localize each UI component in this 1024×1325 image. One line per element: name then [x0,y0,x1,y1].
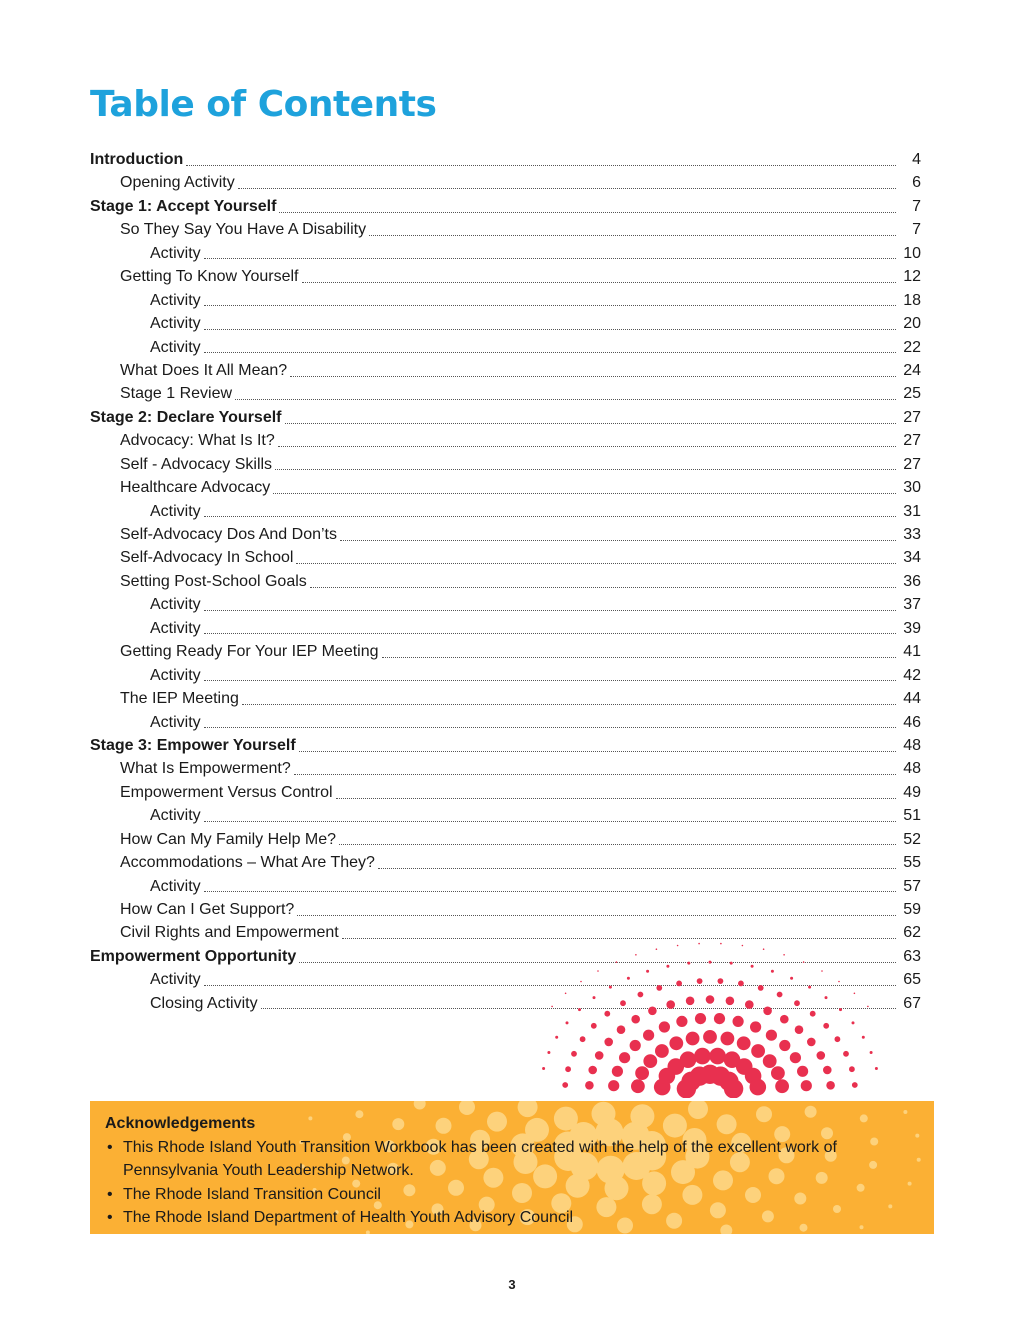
decorative-dot [631,1015,640,1024]
toc-dot-leader [336,797,896,799]
toc-entry-page: 10 [903,244,921,262]
toc-entry [90,734,921,757]
decorative-dot [604,1038,613,1047]
decorative-dot [750,1079,767,1096]
decorative-dot [790,1052,801,1063]
toc-entry [90,593,921,616]
decorative-dot [801,1080,812,1091]
decorative-dot [763,1054,777,1068]
toc-dot-leader [378,867,896,869]
decorative-dot [875,1067,878,1070]
bullet-icon: • [107,1138,113,1156]
toc-entry-label: Self-Advocacy In School [120,549,294,567]
toc-entry-label: What Is Empowerment? [120,760,291,778]
decorative-dot [654,1079,671,1096]
toc-entry [90,359,921,382]
toc-dot-leader [285,422,897,424]
decorative-dot [686,1032,700,1046]
acknowledgements-box [90,1101,934,1234]
decorative-dot [719,1072,738,1091]
decorative-dot [547,1051,550,1054]
toc-entry-label: Activity [150,244,201,262]
toc-entry [90,476,921,499]
toc-dot-leader [204,304,896,306]
toc-entry-page: 18 [903,291,921,309]
toc-entry [90,664,921,687]
decorative-dot [852,1082,858,1088]
toc-entry-label: Activity [150,971,201,989]
decorative-dot [612,1066,623,1077]
toc-dot-leader [204,632,896,634]
decorative-dot [643,1030,654,1041]
decorative-dot [823,1066,832,1075]
toc-entry-page: 52 [903,830,921,848]
toc-entry [90,851,921,874]
toc-entry-page: 7 [912,197,921,215]
page-number: 3 [508,1277,516,1292]
toc-dot-leader [299,750,896,752]
toc-entry [90,289,921,312]
acknowledgement-item [105,1183,919,1207]
acknowledgement-text: The Rhode Island Transition Council [123,1185,381,1203]
toc-entry-label: Opening Activity [120,174,235,192]
toc-entry-page: 67 [903,994,921,1012]
toc-dot-leader [204,679,896,681]
toc-entry [90,546,921,569]
decorative-dot [862,1036,865,1039]
decorative-dot [724,1051,741,1068]
toc-entry [90,500,921,523]
decorative-dot [826,1081,835,1090]
toc-dot-leader [235,398,896,400]
decorative-dot [766,1030,777,1041]
toc-entry-label: Self - Advocacy Skills [120,455,273,473]
toc-dot-leader [204,984,896,986]
decorative-dot [817,1051,826,1060]
toc-entry-label: How Can My Family Help Me? [120,830,337,848]
toc-dot-leader [294,773,896,775]
toc-dot-leader [296,562,896,564]
decorative-dot [681,1072,700,1091]
toc-entry [90,640,921,663]
decorative-dot [733,1016,744,1027]
decorative-dot [775,1079,789,1093]
toc-entry-label: Introduction [90,151,184,168]
toc-entry-label: The IEP Meeting [120,690,239,708]
decorative-dot [703,1030,717,1044]
toc-entry-label: Activity [150,315,201,333]
toc-entry-label: Getting To Know Yourself [120,268,299,286]
toc-entry-label: Setting Post-School Goals [120,572,307,590]
toc-entry [90,757,921,780]
decorative-dot [709,1048,726,1065]
decorative-dot [655,1044,669,1058]
toc-entry-label: Empowerment Versus Control [120,783,333,801]
toc-entry [90,195,921,218]
toc-dot-leader [297,914,896,916]
toc-entry-label: Activity [150,291,201,309]
toc-dot-leader [204,726,896,728]
toc-entry-label: Activity [150,596,201,614]
decorative-dot [617,1025,626,1034]
toc-dot-leader [339,843,896,845]
toc-entry-label: Healthcare Advocacy [120,479,271,497]
toc-entry-label: Activity [150,502,201,520]
toc-entry-label: How Can I Get Support? [120,901,295,918]
decorative-dot [668,1058,685,1075]
toc-entry-page: 22 [903,338,921,356]
toc-entry-label: Stage 3: Empower Yourself [90,736,296,754]
toc-entry [90,711,921,734]
toc-entry-label: Activity [150,713,201,731]
decorative-dot [608,1080,619,1091]
toc-entry-label: Empowerment Opportunity [90,947,297,965]
decorative-dot [635,1066,649,1080]
toc-dot-leader [275,468,896,470]
decorative-dot [580,1036,586,1042]
toc-entry [90,265,921,288]
toc-dot-leader [238,187,896,189]
decorative-dot [566,1021,569,1024]
toc-dot-leader [278,445,896,447]
toc-entry-page: 63 [903,947,921,965]
decorative-dot [724,1079,743,1098]
toc-entry-page: 27 [903,408,921,426]
decorative-dot [631,1079,645,1093]
toc-entry-page: 55 [903,854,921,872]
toc-entry-label: Stage 1: Accept Yourself [90,197,277,215]
decorative-dot [780,1015,789,1024]
toc-entry-page: 48 [903,760,921,778]
toc-entry-page: 57 [903,877,921,895]
toc-dot-leader [204,257,896,259]
toc-entry [90,453,921,476]
toc-entry-page: 12 [903,268,921,286]
decorative-dot [588,1066,597,1075]
decorative-dot [750,1021,761,1032]
decorative-dot [595,1051,604,1060]
toc-dot-leader [273,492,896,494]
toc-entry-page: 62 [903,924,921,942]
toc-dot-leader [279,211,896,213]
decorative-dot [779,1040,790,1051]
decorative-dot [542,1067,545,1070]
decorative-dot [565,1066,571,1072]
decorative-dot [669,1036,683,1050]
toc-entry [90,171,921,194]
toc-entry-label: Accommodations – What Are They? [120,854,375,872]
toc-dot-leader [186,164,896,166]
toc-entry-page: 37 [903,596,921,614]
toc-entry [90,992,921,1015]
decorative-dot [823,1023,829,1029]
toc-entry-label: Civil Rights and Empowerment [120,924,339,942]
decorative-dot [736,1058,753,1075]
toc-entry-label: What Does It All Mean? [120,361,288,379]
toc-entry [90,406,921,429]
toc-dot-leader [204,820,896,822]
toc-entry [90,382,921,405]
toc-entry [90,570,921,593]
toc-dot-leader [302,281,897,283]
toc-dot-leader [204,890,896,892]
toc-entry-label: Stage 2: Declare Yourself [90,408,282,426]
acknowledgement-item [105,1206,919,1230]
bullet-icon: • [107,1185,113,1203]
decorative-dot [852,1021,855,1024]
toc-dot-leader [310,586,896,588]
decorative-dot [849,1066,855,1072]
decorative-dot [366,1231,370,1235]
toc-entry-page: 27 [903,455,921,473]
toc-entry-page: 49 [903,783,921,801]
acknowledgements-title: Acknowledgements [105,1115,256,1132]
toc-entry [90,336,921,359]
acknowledgement-item [105,1136,919,1183]
toc-entry-page: 24 [903,361,921,379]
toc-entry [90,687,921,710]
toc-entry-page: 7 [912,221,921,239]
decorative-dot [711,1067,730,1086]
toc-entry [90,148,921,171]
toc-entry-page: 41 [903,643,921,661]
decorative-dot [807,1038,816,1047]
toc-entry [90,218,921,241]
toc-entry [90,523,921,546]
decorative-dot [680,1051,697,1068]
acknowledgement-text: This Rhode Island Youth Transition Workbook has been created with the help of the excellent work of Pennsylvania Youth Leadership Network. [123,1138,837,1179]
toc-entry [90,781,921,804]
decorative-dot [721,1032,735,1046]
decorative-dot [737,1036,751,1050]
toc-entry [90,617,921,640]
toc-dot-leader [204,609,896,611]
toc-entry-page: 36 [903,572,921,590]
toc-dot-leader [204,351,896,353]
decorative-dot [643,1054,657,1068]
toc-entry-label: Activity [150,877,201,895]
decorative-dot [414,1101,426,1110]
toc-entry-page: 25 [903,385,921,403]
toc-dot-leader [242,703,896,705]
toc-entry [90,921,921,944]
toc-entry-page: 48 [903,736,921,754]
toc-entry-label: Getting Ready For Your IEP Meeting [120,643,379,661]
toc-entry-page: 31 [903,502,921,520]
toc-entry-page: 51 [903,807,921,825]
toc-entry [90,875,921,898]
decorative-dot [630,1040,641,1051]
toc-entry-label: Self-Advocacy Dos And Don’ts [120,526,337,543]
decorative-dot [690,1067,709,1086]
decorative-dot [694,1048,711,1065]
toc-dot-leader [382,656,896,658]
toc-entry-page: 65 [903,971,921,989]
toc-entry-page: 6 [912,174,921,192]
toc-entry [90,828,921,851]
toc-entry [90,242,921,265]
toc-entry [90,429,921,452]
decorative-dot [659,1021,670,1032]
toc-entry-label: Activity [150,666,201,684]
decorative-dot [870,1051,873,1054]
decorative-dot [745,1068,762,1085]
toc-dot-leader [299,961,896,963]
toc-entry [90,312,921,335]
toc-entry-label: So They Say You Have A Disability [120,221,367,239]
toc-entry-page: 44 [903,690,921,708]
toc-entry-page: 46 [903,713,921,731]
toc-entry [90,968,921,991]
decorative-dot [797,1066,808,1077]
toc-dot-leader [290,375,896,377]
toc-dot-leader [261,1007,896,1009]
toc-entry-page: 4 [912,151,921,168]
toc-entry-page: 34 [903,549,921,567]
toc-entry-label: Stage 1 Review [120,385,233,403]
decorative-dot [619,1052,630,1063]
toc-entry [90,898,921,921]
decorative-dot [585,1081,594,1090]
acknowledgement-text: The Rhode Island Department of Health Youth Advisory Council [123,1209,574,1226]
toc-entry-label: Activity [150,338,201,356]
decorative-dot [843,1051,849,1057]
decorative-dot [676,1016,687,1027]
acknowledgements-list [105,1136,919,1230]
toc-dot-leader [204,515,896,517]
toc-dot-leader [340,539,896,541]
decorative-dot [677,1079,696,1098]
toc-entry-label: Advocacy: What Is It? [120,432,275,450]
toc-entry-page: 20 [903,315,921,333]
toc-entry-label: Activity [150,807,201,825]
toc-entry-page: 33 [903,526,921,543]
bullet-icon: • [107,1209,113,1226]
toc-dot-leader [204,328,896,330]
toc-entry-page: 42 [903,666,921,684]
decorative-dot [795,1025,804,1034]
toc-entry-page: 30 [903,479,921,497]
toc-entry [90,804,921,827]
decorative-dot [562,1082,568,1088]
toc-entry-page: 59 [903,901,921,918]
toc-dot-leader [369,234,896,236]
decorative-dot [555,1036,558,1039]
table-of-contents [90,148,921,1015]
page-title: Table of Contents [90,84,437,125]
toc-entry [90,945,921,968]
decorative-dot [659,1068,676,1085]
toc-entry-label: Activity [150,619,201,637]
toc-entry-page: 39 [903,619,921,637]
decorative-dot [591,1023,597,1029]
toc-dot-leader [342,937,896,939]
decorative-dot [571,1051,577,1057]
toc-entry-label: Closing Activity [150,994,258,1012]
decorative-dot [751,1044,765,1058]
decorative-dot [835,1036,841,1042]
toc-entry-page: 27 [903,432,921,450]
decorative-dot [771,1066,785,1080]
decorative-dot [700,1065,719,1084]
